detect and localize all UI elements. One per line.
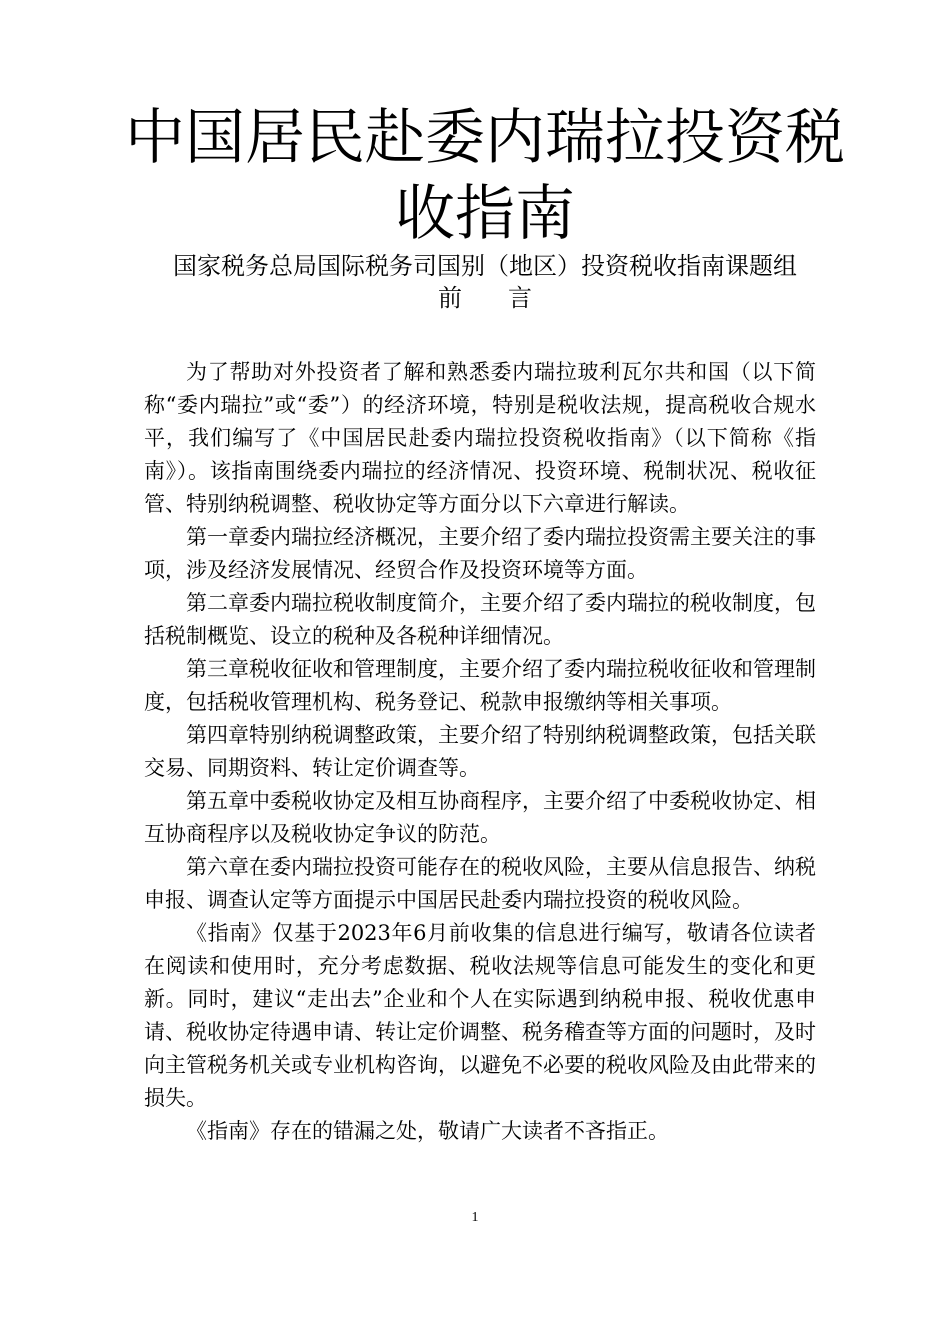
paragraph: 第二章委内瑞拉税收制度简介，主要介绍了委内瑞拉的税收制度，包括税制概览、设立的税种及各税种详细情况。 <box>144 591 816 648</box>
paragraph: 《指南》仅基于2023年6月前收集的信息进行编写，敬请各位读者在阅读和使用时，充分考虑数据、税收法规等信息可能发生的变化和更新。同时，建议“走出去”企业和个人在实际遇到纳税申报、税收优惠申请、税收协定待遇申请、转让定价调整、税务稽查等方面的问题时，及时向主管税务机关或专业机构咨询，以避免不必要的税收风险及由此带来的损失。 <box>144 921 816 1110</box>
paragraph: 第三章税收征收和管理制度，主要介绍了委内瑞拉税收征收和管理制度，包括税收管理机构、税务登记、税款申报缴纳等相关事项。 <box>144 657 816 714</box>
page-number: 1 <box>471 1210 479 1225</box>
paragraph: 第六章在委内瑞拉投资可能存在的税收风险，主要从信息报告、纳税申报、调查认定等方面提示中国居民赴委内瑞拉投资的税收风险。 <box>144 855 816 912</box>
document-body <box>144 356 816 1148</box>
paragraph: 第一章委内瑞拉经济概况，主要介绍了委内瑞拉投资需主要关注的事项，涉及经济发展情况、经贸合作及投资环境等方面。 <box>144 525 816 582</box>
paragraph: 第五章中委税收协定及相互协商程序，主要介绍了中委税收协定、相互协商程序以及税收协定争议的防范。 <box>144 789 816 846</box>
paragraph: 第四章特别纳税调整政策，主要介绍了特别纳税调整政策，包括关联交易、同期资料、转让定价调查等。 <box>144 723 816 780</box>
document-subtitle: 国家税务总局国际税务司国别（地区）投资税收指南课题组 <box>173 252 797 280</box>
paragraph: 为了帮助对外投资者了解和熟悉委内瑞拉玻利瓦尔共和国（以下简称“委内瑞拉”或“委”）的经济环境，特别是税收法规，提高税收合规水平，我们编写了《中国居民赴委内瑞拉投资税收指南》（以下简称《指南》）。该指南围绕委内瑞拉的经济情况、投资环境、税制状况、税收征管、特别纳税调整、税收协定等方面分以下六章进行解读。 <box>144 360 816 516</box>
paragraph: 《指南》存在的错漏之处，敬请广大读者不吝指正。 <box>186 1119 669 1143</box>
document-title: 中国居民赴委内瑞拉投资税收指南 <box>125 103 845 249</box>
section-heading: 前言 <box>438 284 578 312</box>
